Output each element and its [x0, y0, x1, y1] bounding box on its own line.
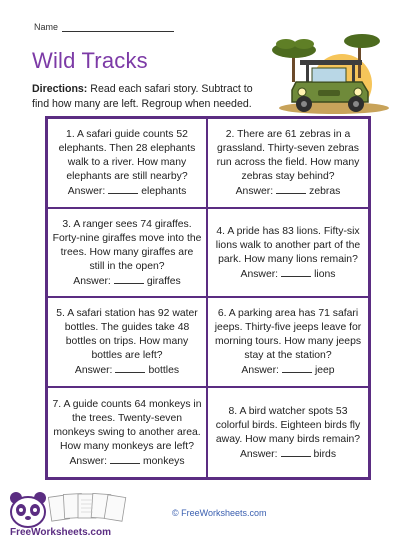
- answer-row: [241, 363, 334, 378]
- logo-text: FreeWorksheets.com: [10, 527, 111, 538]
- problem-card: [48, 119, 208, 209]
- name-label: Name: [34, 22, 59, 32]
- answer-blank[interactable]: [115, 363, 145, 373]
- answer-label: Answer:: [74, 365, 113, 377]
- problem-text: 4. A pride has 83 lions. Fifty-six lions walk to another part of the park. How many lions remain?: [215, 225, 361, 265]
- problem-text: 5. A safari station has 92 water bottles. The guides take 48 bottles on trips. How many bottles are left?: [56, 308, 198, 362]
- problem-text: 2. There are 61 zebras in a grassland. Thirty-seven zebras run across the field. How many zebras stay behind?: [216, 129, 360, 183]
- answer-blank[interactable]: [110, 454, 140, 464]
- directions-label: Directions:: [32, 83, 88, 95]
- answer-label: Answer:: [240, 268, 279, 280]
- answer-unit: giraffes: [146, 275, 181, 287]
- answer-blank[interactable]: [281, 447, 311, 457]
- answer-blank[interactable]: [281, 267, 311, 277]
- directions: [32, 82, 272, 112]
- problem-card: [208, 119, 368, 209]
- answer-blank[interactable]: [276, 184, 306, 194]
- answer-blank[interactable]: [282, 363, 312, 373]
- problem-text: 8. A bird watcher spots 53 colorful birds. Eighteen birds fly away. How many birds remain?: [215, 405, 361, 445]
- problem-text: 7. A guide counts 64 monkeys in the trees. Twenty-seven monkeys swing to another area. How many monkeys are left?: [52, 398, 202, 452]
- answer-label: Answer:: [235, 186, 274, 198]
- answer-label: Answer:: [241, 365, 279, 377]
- answer-row: [75, 363, 179, 378]
- problem-card: [208, 209, 368, 299]
- problem-card: [208, 388, 368, 478]
- problem-grid: [45, 116, 371, 480]
- answer-unit: jeep: [314, 365, 335, 377]
- answer-label: Answer:: [69, 455, 107, 467]
- answer-unit: elephants: [141, 186, 187, 198]
- answer-row: [241, 267, 336, 282]
- answer-label: Answer:: [73, 275, 111, 287]
- answer-blank[interactable]: [114, 274, 144, 284]
- answer-row: [69, 454, 184, 469]
- problem-card: [48, 298, 208, 388]
- problem-card: [208, 298, 368, 388]
- answer-unit: birds: [313, 448, 337, 460]
- answer-row: [73, 274, 180, 289]
- answer-row: [236, 184, 341, 199]
- safari-jeep-illustration: [264, 30, 394, 116]
- page-title: Wild Tracks: [32, 48, 148, 73]
- answer-row: [68, 184, 187, 199]
- answer-blank[interactable]: [108, 184, 138, 194]
- answer-unit: lions: [314, 268, 336, 280]
- problem-text: 3. A ranger sees 74 giraffes. Forty-nine giraffes move into the trees. How many giraffes are still in the open?: [52, 218, 202, 272]
- footer-copyright[interactable]: © FreeWorksheets.com: [172, 508, 267, 518]
- freeworksheets-logo: [6, 488, 141, 538]
- answer-unit: zebras: [309, 186, 341, 198]
- problem-card: [48, 209, 208, 299]
- answer-unit: monkeys: [142, 455, 185, 467]
- answer-label: Answer:: [67, 186, 106, 198]
- answer-unit: bottles: [148, 365, 180, 377]
- directions-text: Read each safari story. Subtract to find how many are left. Regroup when needed.: [32, 83, 253, 110]
- problem-text: 1. A safari guide counts 52 elephants. Then 28 elephants walk to a river. How many elephants are still nearby?: [58, 129, 196, 183]
- problem-text: 6. A parking area has 71 safari jeeps. Thirty-five jeeps leave for morning tours. How many jeeps stay at the station?: [214, 308, 362, 362]
- problem-card: [48, 388, 208, 478]
- name-field-line[interactable]: [62, 22, 174, 32]
- name-row: [34, 22, 174, 32]
- answer-row: [240, 447, 336, 462]
- answer-label: Answer:: [239, 448, 278, 460]
